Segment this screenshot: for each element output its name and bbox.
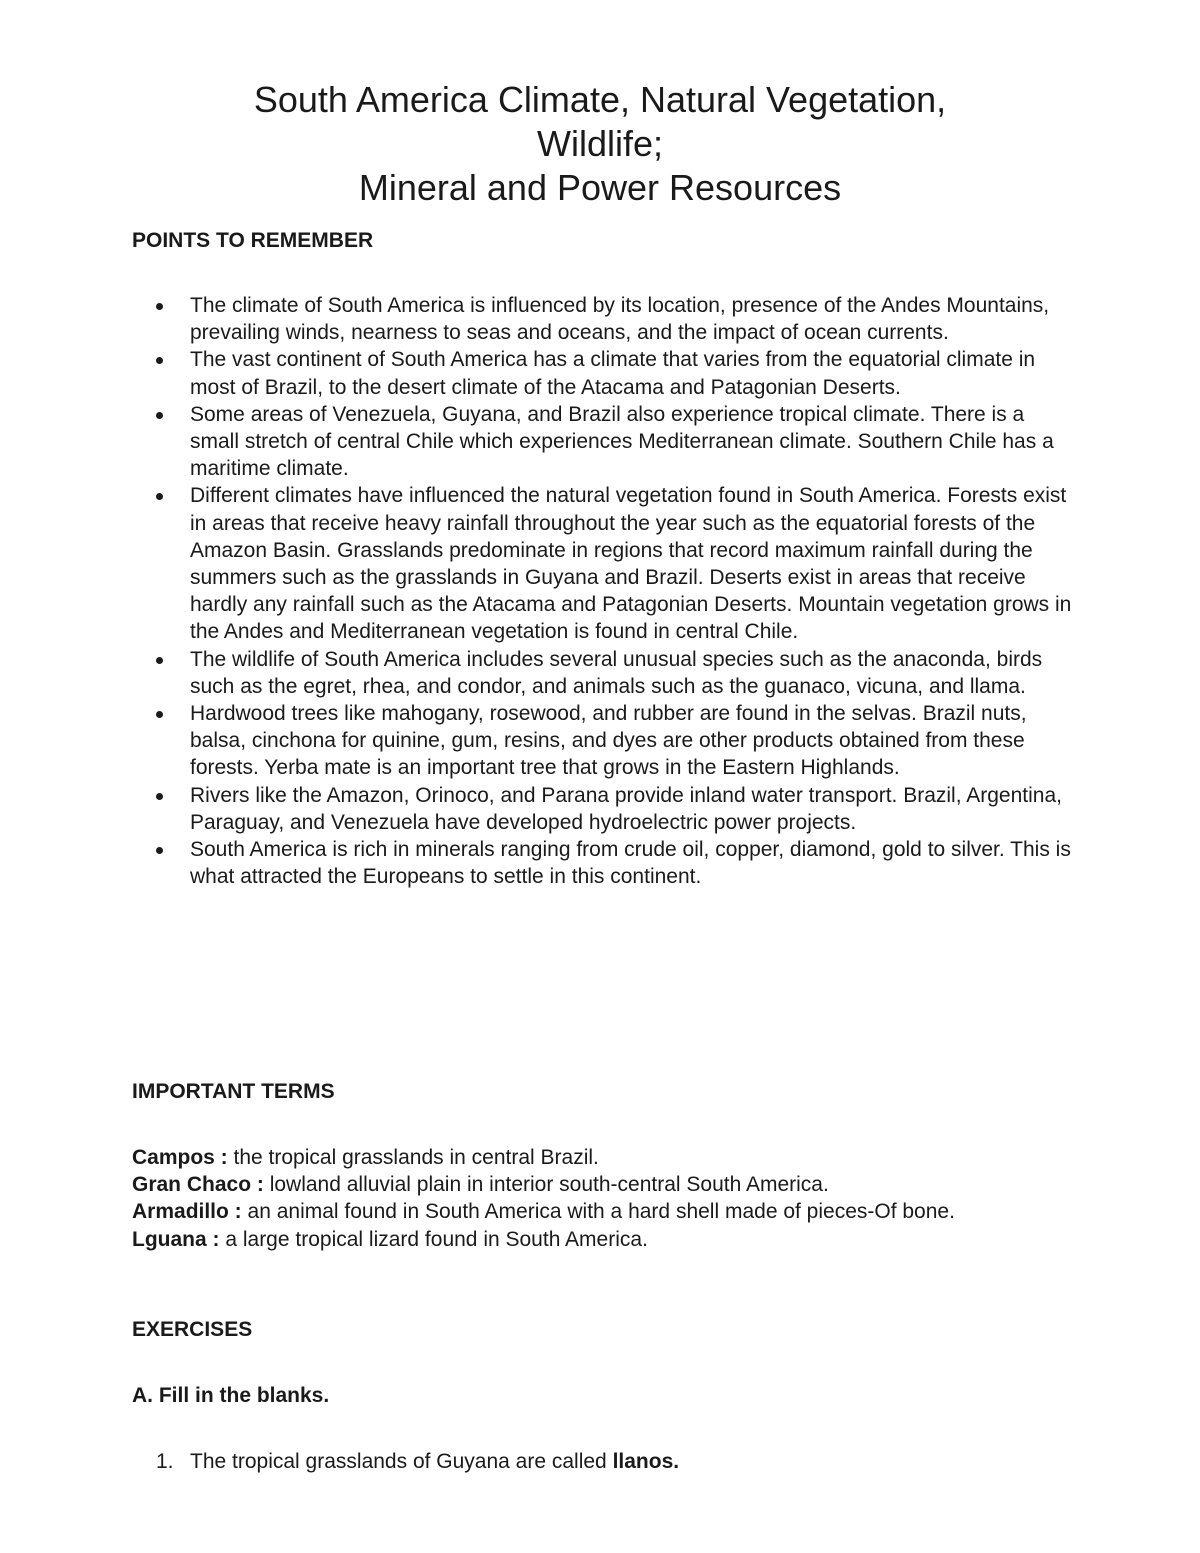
list-item [132, 836, 1072, 890]
terms-heading: IMPORTANT TERMS [132, 1080, 335, 1103]
list-item [132, 346, 1072, 400]
title-line-2: Wildlife; [536, 123, 664, 164]
bullet-icon [156, 711, 163, 718]
question-number: 1. [156, 1450, 174, 1473]
point-text: Hardwood trees like mahogany, rosewood, and rubber are found in the selvas. Brazil nuts, balsa, cinchona for quinine, gum, resins, and dyes are other products obtained from these forests. Yerba mate is an important tree that grows in the Eastern Highlands. [190, 702, 1027, 780]
point-text: Rivers like the Amazon, Orinoco, and Parana provide inland water transport. Brazil, Argentina, Paraguay, and Venezuela have developed hydroelectric power projects. [190, 783, 1062, 834]
list-item [132, 292, 1072, 346]
point-text: The wildlife of South America includes several unusual species such as the anaconda, birds such as the egret, rhea, and condor, and animals such as the guanaco, vicuna, and llama. [190, 647, 1043, 698]
term-name: Campos : [132, 1146, 228, 1169]
term-entry [132, 1144, 1072, 1171]
bullet-icon [156, 357, 163, 364]
term-entry [132, 1198, 1072, 1225]
points-heading: POINTS TO REMEMBER [132, 229, 374, 252]
bullet-icon [156, 412, 163, 419]
term-name: Armadillo : [132, 1200, 242, 1224]
title-line-1: South America Climate, Natural Vegetation, [253, 79, 947, 120]
terms-list [132, 1144, 1072, 1253]
list-item [132, 1448, 1072, 1475]
term-definition: lowland alluvial plain in interior south-central South America. [263, 1173, 829, 1197]
point-text: The vast continent of South America has a climate that varies from the equatorial climate in most of Brazil, to the desert climate of the Atacama and Patagonian Deserts. [190, 348, 1036, 399]
questions-list [132, 1448, 1072, 1475]
list-item [132, 782, 1072, 836]
term-entry [132, 1226, 1072, 1253]
exercises-heading: EXERCISES [132, 1318, 253, 1341]
bullet-icon [156, 793, 163, 800]
list-item [132, 646, 1072, 700]
list-item [132, 401, 1072, 483]
term-entry [132, 1171, 1072, 1198]
point-text: Some areas of Venezuela, Guyana, and Brazil also experience tropical climate. There is a small stretch of central Chile which experiences Mediterranean climate. Southern Chile has a maritime climate. [190, 402, 1054, 481]
term-name: Lguana : [132, 1227, 220, 1251]
title-line-3: Mineral and Power Resources [358, 167, 842, 208]
bullet-icon [156, 657, 163, 664]
bullet-icon [156, 303, 163, 310]
term-definition: a large tropical lizard found in South America. [219, 1227, 648, 1251]
list-item [132, 700, 1072, 782]
document-title [0, 78, 1200, 210]
points-list [132, 292, 1072, 890]
point-text: South America is rich in minerals ranging from crude oil, copper, diamond, gold to silver. This is what attracted the Europeans to settle in this continent. [190, 838, 1071, 889]
question-text: The tropical grasslands of Guyana are called [190, 1450, 613, 1473]
term-definition: the tropical grasslands in central Brazil. [227, 1146, 599, 1169]
question-answer: llanos. [612, 1450, 680, 1473]
bullet-icon [156, 847, 163, 854]
point-text: The climate of South America is influenced by its location, presence of the Andes Mountains, prevailing winds, nearness to seas and oceans, and the impact of ocean currents. [190, 294, 1050, 345]
list-item [132, 482, 1072, 645]
section-a-heading: A. Fill in the blanks. [132, 1384, 330, 1407]
term-name: Gran Chaco : [132, 1173, 264, 1197]
term-definition: an animal found in South America with a hard shell made of pieces-Of bone. [241, 1200, 955, 1224]
bullet-icon [156, 493, 163, 500]
point-text: Different climates have influenced the natural vegetation found in South America. Forests exist in areas that receive heavy rainfall throughout the year such as the equatorial forests of the Amazon Basin. Grasslands predominate in regions that record maximum rainfall during the summers such as the grasslands in Guyana and Brazil. Deserts exist in areas that receive hardly any rainfall such as the Atacama and Patagonian Deserts. Mountain vegetation grows in the Andes and Mediterranean vegetation is found in central Chile. [190, 484, 1072, 644]
